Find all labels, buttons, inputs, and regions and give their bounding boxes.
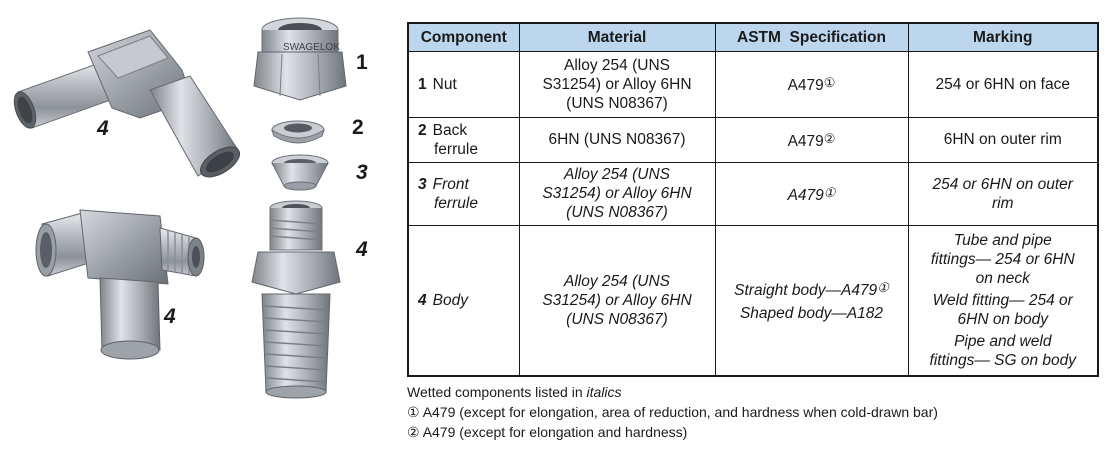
materials-table: [407, 22, 1099, 377]
cell-material: [519, 162, 715, 225]
component-name: Back: [432, 121, 468, 139]
callout-elbow: 4: [97, 117, 109, 140]
spec-text: A479: [787, 77, 824, 94]
elbow-fitting: [10, 30, 244, 183]
wetted-note-italic: italics: [586, 384, 622, 400]
material-line: Alloy 254 (UNS: [564, 272, 670, 290]
spec-text: A479: [787, 186, 824, 204]
fitting-drawing: [0, 0, 395, 459]
callout-connector-body: 4: [356, 238, 368, 261]
component-number: 3: [418, 175, 427, 193]
footnote-2-mark: ②: [407, 424, 420, 440]
cell-marking: [908, 225, 1098, 376]
table-row-nut: [408, 51, 1098, 117]
connector-body-part: [252, 201, 340, 398]
cell-marking: 254 or 6HN on face: [908, 51, 1098, 117]
spec-straight-body: [722, 278, 902, 300]
footnote-ref: ①: [823, 75, 836, 90]
table-row-front-ferrule: [408, 162, 1098, 225]
table-row-body: [408, 225, 1098, 376]
marking-line: fittings— 254 or 6HN: [930, 250, 1075, 268]
footnote-2: [407, 422, 938, 442]
footnote-ref: ①: [877, 279, 889, 295]
marking-weld: [915, 291, 1092, 329]
callout-front-ferrule: 3: [356, 161, 368, 184]
marking-line: rim: [991, 194, 1014, 212]
cell-material: 6HN (UNS N08367): [519, 117, 715, 162]
marking-tube-pipe: [915, 231, 1092, 288]
cell-specification: [715, 162, 908, 225]
wetted-note-text: Wetted components listed in: [407, 384, 587, 400]
cell-specification: [715, 117, 908, 162]
material-line: S31254) or Alloy 6HN: [542, 291, 692, 309]
component-name: Front: [432, 175, 469, 193]
material-line: S31254) or Alloy 6HN: [542, 185, 692, 202]
cell-component: [408, 51, 519, 117]
marking-line: Weld fitting— 254 or: [932, 291, 1073, 309]
callout-back-ferrule: 2: [352, 116, 364, 139]
cell-specification: [715, 225, 908, 376]
footnote-ref: ①: [823, 184, 836, 200]
fitting-illustration: [0, 0, 395, 459]
component-name-line-2: ferrule: [434, 140, 478, 158]
header-astm-specification: ASTM Specification: [715, 23, 908, 51]
nut-brand-text: SWAGELOK: [283, 42, 340, 53]
wetted-note: [407, 382, 938, 402]
table-notes: [407, 382, 938, 442]
callout-nut: 1: [356, 51, 368, 74]
cell-specification: [715, 51, 908, 117]
material-line: (UNS N08367): [566, 94, 668, 112]
marking-line: Tube and pipe: [953, 231, 1052, 249]
component-number: 4: [418, 291, 427, 309]
footnote-ref: ②: [823, 130, 836, 146]
cell-material: [519, 225, 715, 376]
component-number: 1: [418, 75, 427, 93]
material-line: S31254) or Alloy 6HN: [542, 75, 692, 93]
header-component: Component: [408, 23, 519, 51]
cell-material: [519, 51, 715, 117]
component-name-line-2: ferrule: [434, 194, 478, 212]
spec-text: Straight body—A479: [734, 281, 878, 299]
cell-component: [408, 162, 519, 225]
marking-line: 254 or 6HN on outer: [932, 175, 1073, 193]
cell-marking: [908, 162, 1098, 225]
material-line: (UNS N08367): [566, 310, 668, 328]
callout-tee: 4: [164, 305, 176, 328]
marking-line: fittings— SG on body: [929, 351, 1076, 369]
material-line: (UNS N08367): [566, 204, 668, 221]
table-row-back-ferrule: [408, 117, 1098, 162]
component-name: Body: [432, 291, 468, 309]
marking-line: Pipe and weld: [954, 332, 1052, 350]
component-number: 2: [418, 121, 427, 139]
nut-part: [254, 18, 346, 100]
component-name: Nut: [432, 75, 457, 93]
footnote-1-mark: ①: [407, 404, 420, 420]
material-line: Alloy 254 (UNS: [564, 166, 670, 183]
footnote-2-text: A479 (except for elongation and hardness): [422, 424, 688, 440]
spec-text: A479: [787, 132, 824, 150]
tee-fitting: [36, 210, 204, 359]
table-header-row: [408, 23, 1098, 51]
footnote-1: [407, 402, 938, 422]
marking-line: on neck: [975, 269, 1030, 287]
marking-pipe-weld: [915, 332, 1092, 370]
spec-shaped-body: Shaped body—A182: [739, 304, 884, 322]
header-marking: Marking: [908, 23, 1098, 51]
marking-line: 6HN on body: [957, 310, 1048, 328]
header-material: Material: [519, 23, 715, 51]
cell-component: [408, 225, 519, 376]
back-ferrule-part: [272, 121, 324, 143]
cell-component: [408, 117, 519, 162]
front-ferrule-part: [272, 155, 328, 190]
footnote-1-text: A479 (except for elongation, area of reduction, and hardness when cold-drawn bar): [422, 404, 938, 420]
cell-marking: 6HN on outer rim: [908, 117, 1098, 162]
material-line: Alloy 254 (UNS: [564, 56, 670, 74]
